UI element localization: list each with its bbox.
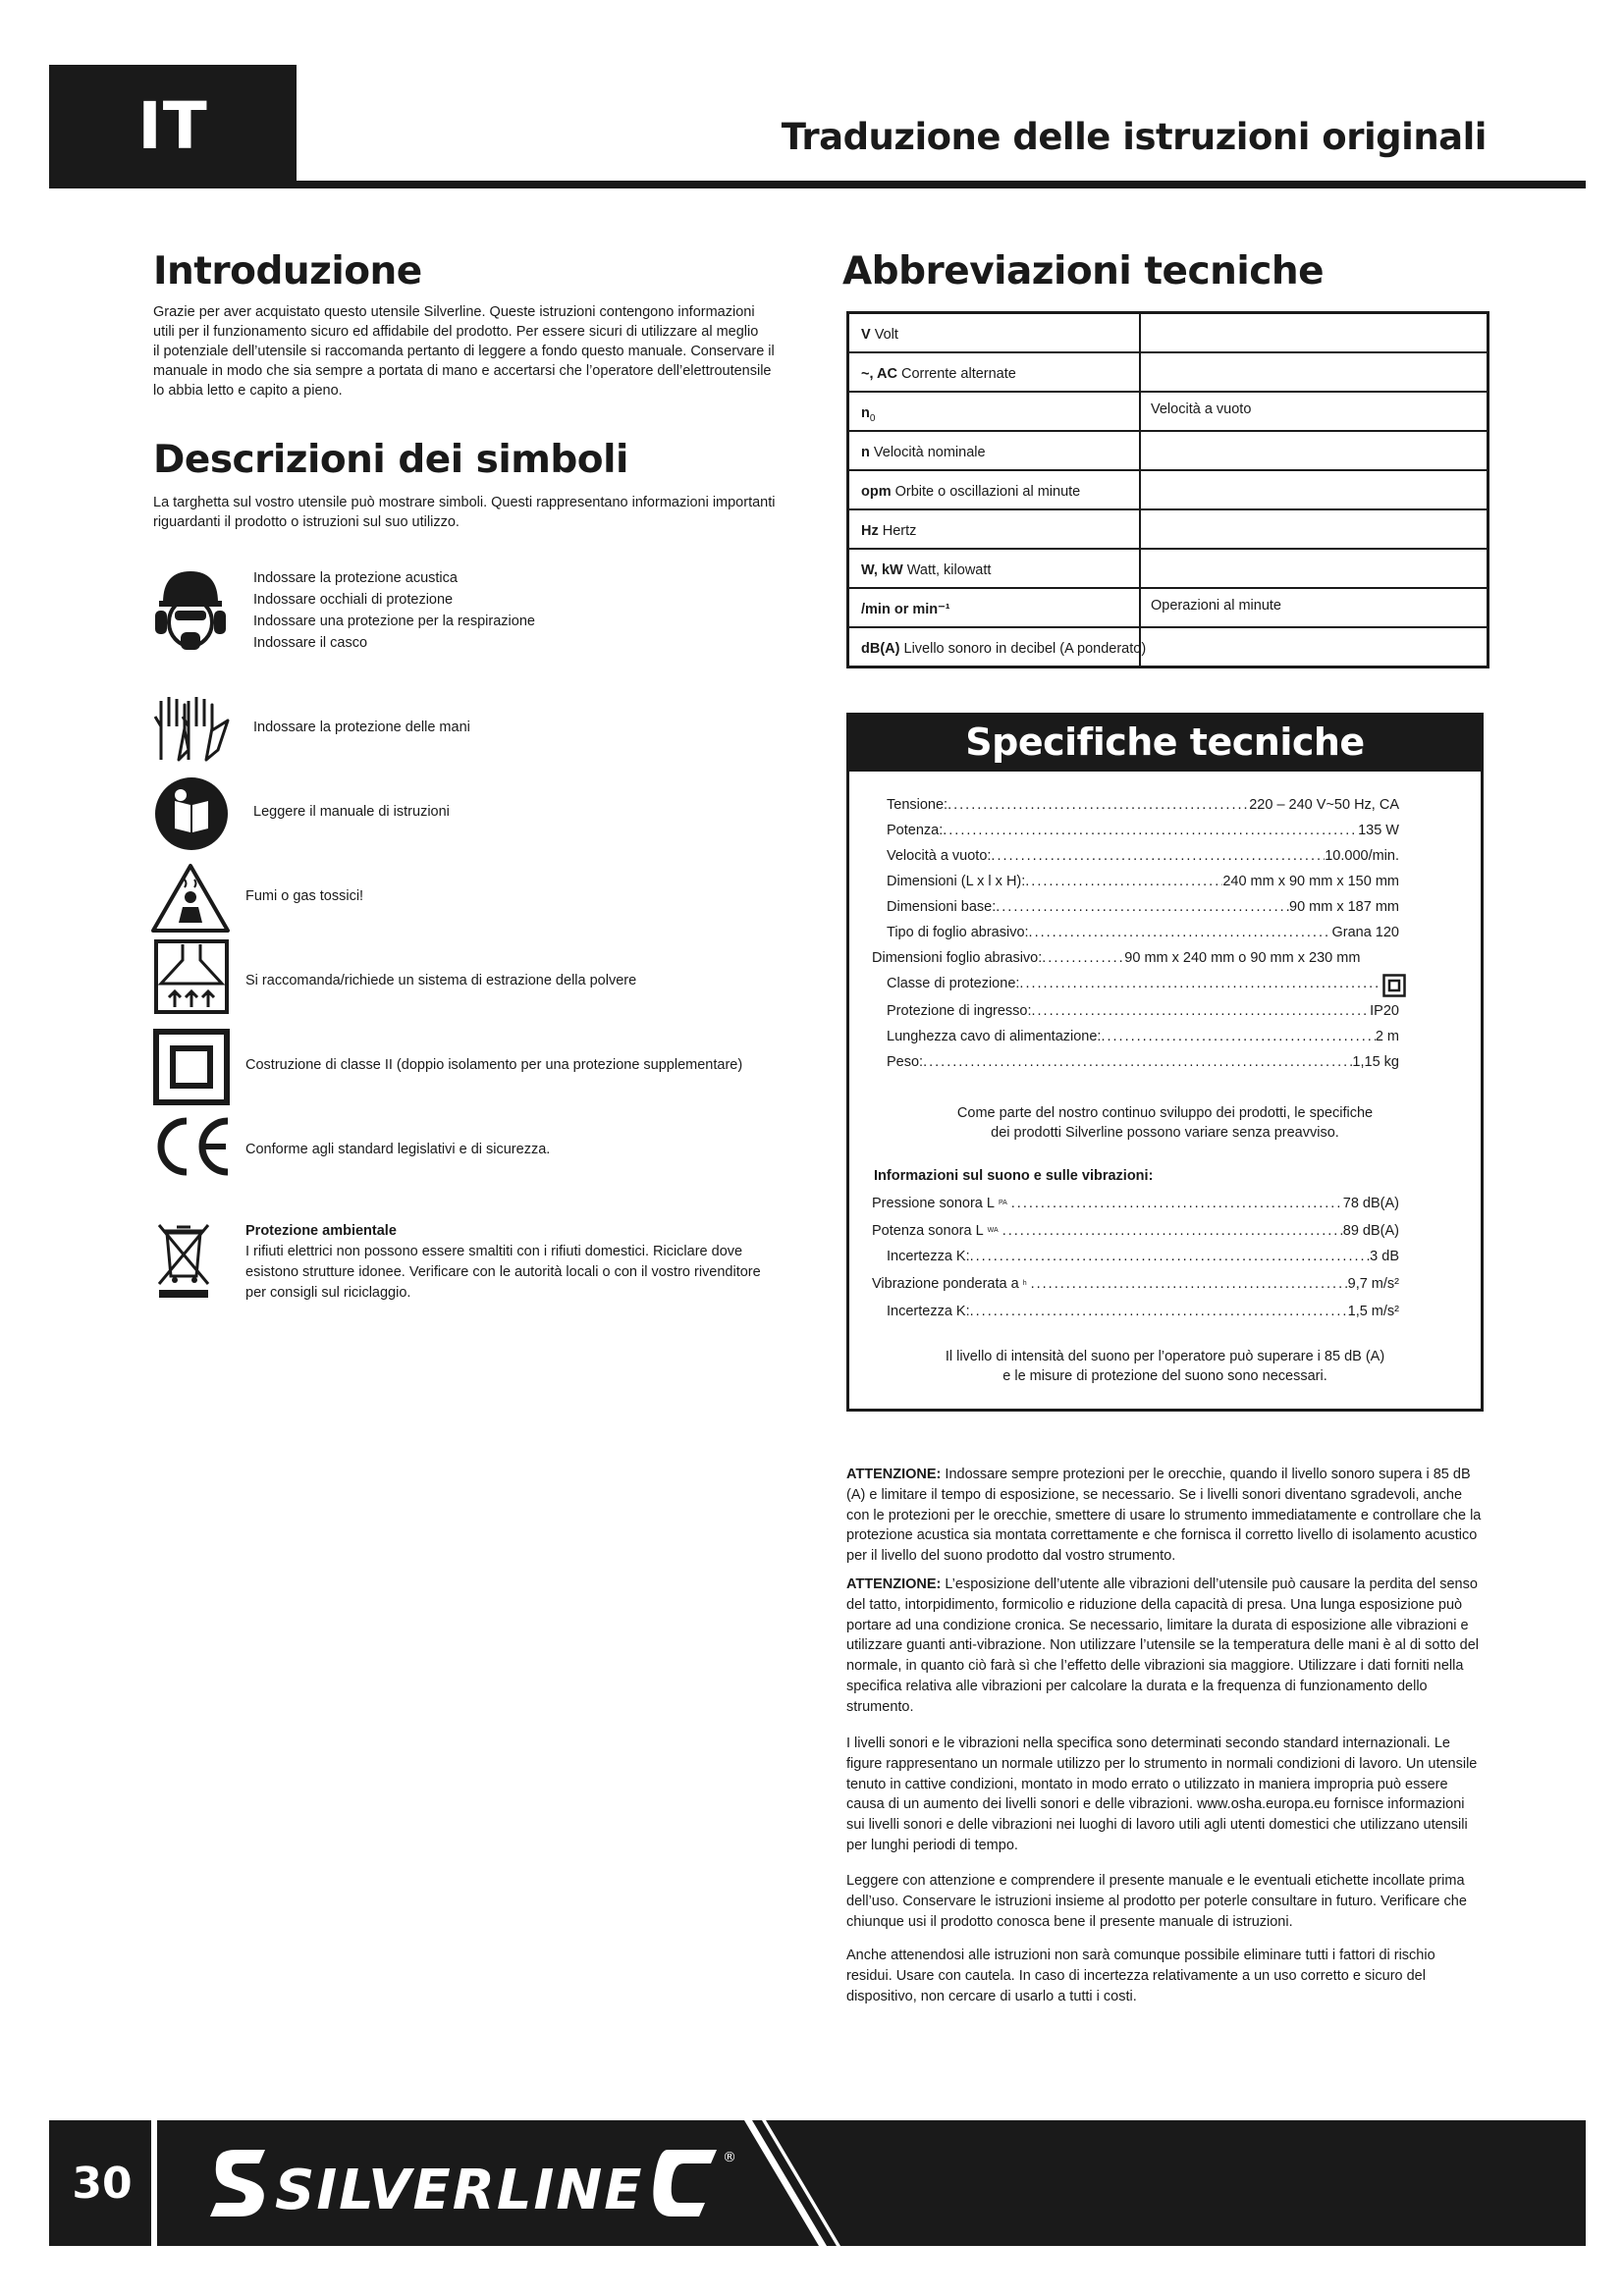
symbol-line: Indossare il casco bbox=[253, 635, 368, 651]
sound-value: 1,5 m/s² bbox=[1347, 1304, 1399, 1319]
table-row bbox=[849, 432, 1487, 471]
sound-row bbox=[872, 1274, 1399, 1294]
spec-value: 90 mm x 240 mm o 90 mm x 230 mm bbox=[1124, 950, 1361, 966]
spec-label: Peso: bbox=[887, 1054, 924, 1070]
symbols-line: La targhetta sul vostro utensile può mostrare simboli. Questi rappresentano informazioni importanti bbox=[153, 495, 776, 510]
table-row bbox=[849, 589, 1487, 628]
intro-line: il potenziale dell’utensile si raccomanda pertanto di leggere a fondo questo manuale. Conservare il bbox=[153, 344, 775, 359]
sound-row bbox=[887, 1302, 1399, 1321]
intro-line: Grazie per aver acquistato questo utensile Silverline. Queste istruzioni contengono informazioni bbox=[153, 304, 755, 320]
symbols-paragraph bbox=[153, 493, 801, 532]
symbol-class-ii-text: Costruzione di classe II (doppio isolamento per una protezione supplementare) bbox=[245, 1057, 743, 1073]
symbol-ppe-text bbox=[253, 567, 535, 654]
spec-row bbox=[887, 1027, 1399, 1046]
abbr-desc: Corrente alternate bbox=[900, 366, 1016, 382]
symbol-weee-title: Protezione ambientale bbox=[245, 1223, 397, 1239]
abbr-term: opm bbox=[861, 484, 892, 500]
table-row bbox=[849, 510, 1487, 550]
logo-wordmark: SILVERLINE bbox=[275, 2159, 644, 2222]
sound-label: Incertezza K: bbox=[887, 1249, 970, 1264]
abbr-desc: Livello sonoro in decibel (A ponderato) bbox=[903, 641, 1147, 657]
table-row bbox=[849, 550, 1487, 589]
spec-row bbox=[887, 795, 1399, 815]
symbols-heading: Descrizioni dei simboli bbox=[153, 438, 628, 482]
specs-heading: Specifiche tecniche bbox=[846, 713, 1484, 772]
symbol-gloves-text: Indossare la protezione delle mani bbox=[253, 720, 470, 735]
spec-row bbox=[872, 948, 1382, 968]
sound-sub: PA bbox=[998, 1200, 1007, 1206]
sound-label: Pressione sonora L bbox=[872, 1196, 995, 1211]
specs-note bbox=[846, 1103, 1484, 1143]
spec-label: Classe di protezione: bbox=[887, 976, 1020, 991]
symbol-manual-text: Leggere il manuale di istruzioni bbox=[253, 804, 450, 820]
warning-label: ATTENZIONE: bbox=[846, 1576, 942, 1592]
abbr-term: n bbox=[861, 445, 870, 460]
abbreviations-heading: Abbreviazioni tecniche bbox=[842, 249, 1325, 294]
spec-row bbox=[887, 1052, 1399, 1072]
sound-row bbox=[872, 1221, 1399, 1241]
toxic-fumes-icon bbox=[149, 862, 232, 934]
language-tab: IT bbox=[49, 65, 297, 187]
spec-label: Tipo di foglio abrasivo: bbox=[887, 925, 1029, 940]
abbr-right bbox=[1141, 314, 1487, 351]
symbol-fumes-text: Fumi o gas tossici! bbox=[245, 888, 364, 904]
spec-label: Protezione di ingresso: bbox=[887, 1003, 1032, 1019]
spec-value: 1,15 kg bbox=[1352, 1054, 1399, 1070]
spec-value: IP20 bbox=[1370, 1003, 1399, 1019]
abbr-desc: Velocità nominale bbox=[873, 445, 986, 460]
sound-value: 3 dB bbox=[1370, 1249, 1399, 1264]
abbr-right: Operazioni al minute bbox=[1151, 598, 1281, 614]
table-row bbox=[849, 353, 1487, 393]
abbr-term: V bbox=[861, 327, 871, 343]
ppe-head-icon bbox=[153, 563, 228, 658]
spec-value: 220 – 240 V~50 Hz, CA bbox=[1249, 797, 1399, 813]
spec-row bbox=[887, 846, 1399, 866]
ce-mark-icon bbox=[149, 1115, 234, 1178]
abbr-right: Velocità a vuoto bbox=[1151, 401, 1252, 417]
dust-extraction-icon bbox=[153, 938, 230, 1015]
spec-row bbox=[887, 872, 1399, 891]
spec-label: Dimensioni base: bbox=[887, 899, 997, 915]
sound-row bbox=[887, 1247, 1399, 1266]
logo-registered-mark: ® bbox=[723, 2150, 736, 2165]
sound-row bbox=[872, 1194, 1399, 1213]
weee-bin-icon bbox=[153, 1221, 214, 1300]
header-rule bbox=[49, 181, 1586, 188]
intro-line: utili per il funzionamento sicuro ed affidabile del prodotto. Per essere sicuri di utilizzare al meglio bbox=[153, 324, 759, 340]
symbol-weee-text bbox=[245, 1221, 761, 1304]
spec-row bbox=[887, 923, 1399, 942]
sound-note bbox=[846, 1347, 1484, 1386]
sound-label: Vibrazione ponderata a bbox=[872, 1276, 1019, 1292]
abbr-desc: Orbite o oscillazioni al minute bbox=[894, 484, 1081, 500]
table-row bbox=[849, 393, 1487, 432]
symbol-dust-text: Si raccomanda/richiede un sistema di estrazione della polvere bbox=[245, 973, 637, 988]
sound-value: 9,7 m/s² bbox=[1347, 1276, 1399, 1292]
sound-label: Potenza sonora L bbox=[872, 1223, 984, 1239]
sound-heading: Informazioni sul suono e sulle vibrazioni: bbox=[874, 1168, 1154, 1184]
table-row bbox=[849, 314, 1487, 353]
spec-value: Grana 120 bbox=[1331, 925, 1399, 940]
gloves-icon bbox=[149, 691, 234, 766]
spec-row bbox=[887, 897, 1399, 917]
abbr-desc: Volt bbox=[874, 327, 898, 343]
abbr-desc: Hertz bbox=[882, 523, 917, 539]
intro-line: lo abbia letto e capito a pieno. bbox=[153, 383, 343, 399]
class-ii-icon bbox=[153, 1029, 230, 1105]
warning-label: ATTENZIONE: bbox=[846, 1467, 942, 1482]
paragraph-standards: I livelli sonori e le vibrazioni nella specifica sono determinati secondo standard internazionali. Le figure rappresentano un normale utilizzo per lo strumento in normali condizioni di lavoro. Un utensile tenuto in cattive condizioni, montato in modo errato o utilizzato in maniera impropria può essere causa di un aumento dei livelli sonori e delle vibrazioni. www.osha.europa.eu fornisce informazioni sui livelli sonori e delle vibrazioni nei luoghi di lavoro utili agli utenti domestici che utilizzano utensili per lunghi periodi di tempo. bbox=[846, 1735, 1478, 1853]
warning-text: Indossare sempre protezioni per le orecchie, quando il livello sonoro supera i 85 dB (A) e limitare il tempo di esposizione, se necessario. Se i livelli sonori diventano sgradevoli, anche con le protezioni per le orecchie, smettere di usare lo strumento immediatamente e controllare che la protezione acustica sia montata correttamente e che fornisca il corretto livello di isolamento acustico per il livello del suono prodotto dal vostro strumento. bbox=[846, 1467, 1482, 1565]
symbols-line: riguardanti il prodotto o istruzioni sul suo utilizzo. bbox=[153, 514, 460, 530]
read-manual-icon bbox=[153, 775, 230, 852]
abbr-term: ~, AC bbox=[861, 366, 897, 382]
intro-line: manuale in modo che sia sempre a portata di mano e accertarsi che l’operatore dell’elettroutensile bbox=[153, 363, 772, 379]
symbol-line: I rifiuti elettrici non possono essere smaltiti con i rifiuti domestici. Riciclare dove bbox=[245, 1244, 743, 1259]
spec-label: Lunghezza cavo di alimentazione: bbox=[887, 1029, 1102, 1044]
abbr-right bbox=[1141, 471, 1487, 508]
note-line: dei prodotti Silverline possono variare senza preavviso. bbox=[991, 1125, 1339, 1141]
spec-label: Potenza: bbox=[887, 823, 944, 838]
class-ii-small-icon bbox=[1382, 974, 1406, 997]
page-number: 30 bbox=[72, 2158, 133, 2209]
intro-paragraph bbox=[153, 302, 801, 400]
abbr-term: /min or min⁻¹ bbox=[861, 602, 950, 617]
note-line: Come parte del nostro continuo sviluppo dei prodotti, le specifiche bbox=[956, 1105, 1374, 1121]
spec-value: 2 m bbox=[1375, 1029, 1399, 1044]
spec-label: Dimensioni foglio abrasivo: bbox=[872, 950, 1043, 966]
abbr-right bbox=[1141, 432, 1487, 469]
abbr-term: dB(A) bbox=[861, 641, 900, 657]
spec-row bbox=[887, 1001, 1399, 1021]
intro-heading: Introduzione bbox=[153, 249, 422, 294]
symbol-line: Indossare una protezione per la respirazione bbox=[253, 614, 535, 629]
warning-vibration bbox=[846, 1575, 1483, 1718]
sound-value: 78 dB(A) bbox=[1342, 1196, 1399, 1211]
symbol-line: Indossare la protezione acustica bbox=[253, 570, 458, 586]
abbr-sub: 0 bbox=[869, 412, 876, 424]
sound-sub: WA bbox=[987, 1227, 999, 1234]
abbr-desc: Watt, kilowatt bbox=[906, 562, 992, 578]
symbol-ce-text: Conforme agli standard legislativi e di sicurezza. bbox=[245, 1142, 551, 1157]
sound-value: 89 dB(A) bbox=[1342, 1223, 1399, 1239]
spec-value: 10.000/min. bbox=[1325, 848, 1399, 864]
abbreviations-table bbox=[846, 311, 1489, 668]
abbr-term: Hz bbox=[861, 523, 879, 539]
paragraph-read-manual: Leggere con attenzione e comprendere il presente manuale e le eventuali etichette incollate prima dell’uso. Conservare le istruzioni insieme al prodotto per poterle consultare in futuro. Verificare che chiunque usi il prodotto conosca bene il presente manuale di istruzioni. bbox=[846, 1873, 1467, 1930]
abbr-right bbox=[1141, 510, 1487, 548]
table-row bbox=[849, 628, 1487, 666]
footer-separator bbox=[151, 2120, 157, 2246]
abbr-term: W, kW bbox=[861, 562, 903, 578]
symbol-line: esistono strutture idonee. Verificare con le autorità locali o con il vostro rivenditore bbox=[245, 1264, 761, 1280]
table-row bbox=[849, 471, 1487, 510]
page-title: Traduzione delle istruzioni originali bbox=[781, 116, 1487, 158]
symbol-line: per consigli sul riciclaggio. bbox=[245, 1285, 411, 1301]
sound-label: Incertezza K: bbox=[887, 1304, 970, 1319]
spec-label: Tensione: bbox=[887, 797, 948, 813]
spec-label: Dimensioni (L x l x H): bbox=[887, 874, 1026, 889]
spec-row bbox=[887, 974, 1378, 993]
silverline-logo bbox=[206, 2138, 756, 2228]
note-line: e le misure di protezione del suono sono necessari. bbox=[1002, 1368, 1327, 1384]
abbr-right bbox=[1141, 628, 1487, 666]
spec-label: Velocità a vuoto: bbox=[887, 848, 992, 864]
paragraph-residual-risk: Anche attenendosi alle istruzioni non sarà comunque possibile eliminare tutti i fattori di rischio residui. Usare con cautela. In caso di incertezza relativamente a un uso corretto e sicuro del dispositivo, non cercare di usarlo a tutti i costi. bbox=[846, 1948, 1435, 2004]
spec-value: 90 mm x 187 mm bbox=[1289, 899, 1399, 915]
abbr-term: n bbox=[861, 405, 870, 421]
spec-value: 135 W bbox=[1358, 823, 1399, 838]
sound-sub: h bbox=[1022, 1280, 1027, 1287]
abbr-right bbox=[1141, 550, 1487, 587]
warning-text: L’esposizione dell’utente alle vibrazioni dell’utensile può causare la perdita del senso del tatto, intorpidimento, formicolio e riduzione della capacità di presa. Una lunga esposizione può portare ad una condizione cronica. Se necessario, limitare la durata di esposizione alle vibrazioni e utilizzare guanti anti-vibrazione. Non utilizzare l’utensile se la temperatura delle mani è al di sotto del normale, in quanto ciò farà sì che l’effetto delle vibrazioni sia maggiore. Utilizzare i dati forniti nella specifica relativa alle vibrazioni per calcolare la durata e la frequenza di funzionamento dello strumento. bbox=[846, 1576, 1479, 1715]
symbol-line: Indossare occhiali di protezione bbox=[253, 592, 454, 608]
note-line: Il livello di intensità del suono per l’operatore può superare i 85 dB (A) bbox=[945, 1349, 1385, 1364]
abbr-right bbox=[1141, 353, 1487, 391]
warning-hearing bbox=[846, 1465, 1483, 1567]
spec-row bbox=[887, 821, 1399, 840]
spec-value: 240 mm x 90 mm x 150 mm bbox=[1222, 874, 1399, 889]
